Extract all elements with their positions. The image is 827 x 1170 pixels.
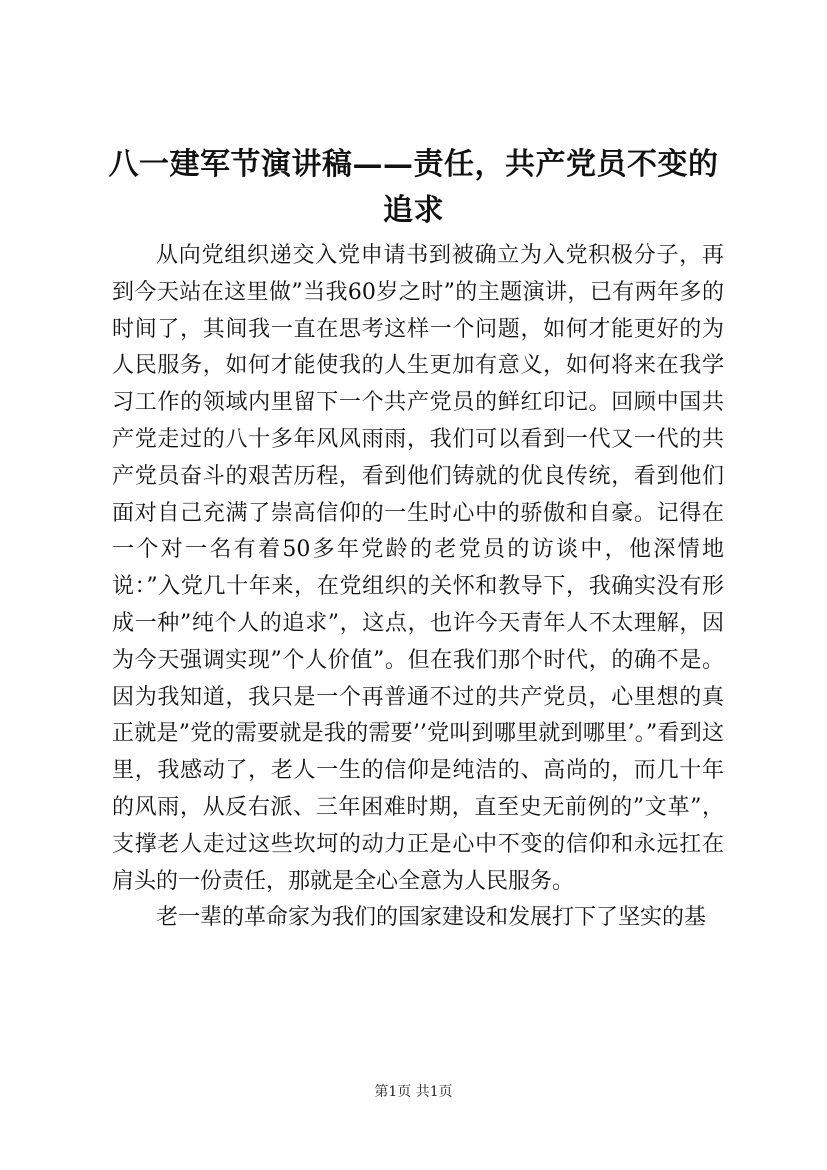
paragraph: 从向党组织递交入党申请书到被确立为入党积极分子，再到今天站在这里做”当我60岁之时”的主题演讲，已有两年多的时间了，其间我一直在思考这样一个问题，如何才能更好的为人民服务，如何才能使我的人生更加有意义，如何将来在我学习工作的领域内里留下一个共产党员的鲜红印记。回顾中国共产党走过的八十多年风风雨雨，我们可以看到一代又一代的共产党员奋斗的艰苦历程，看到他们铸就的优良传统，看到他们面对自己充满了崇高信仰的一生时心中的骄傲和自豪。记得在一个对一名有着50多年党龄的老党员的访谈中，他深情地说：”入党几十年来，在党组织的关怀和教导下，我确实没有形成一种”纯个人的追求”，这点，也许今天青年人不太理解，因为今天强调实现”个人价值”。但在我们那个时代，的确不是。因为我知道，我只是一个再普通不过的共产党员，心里想的真正就是”党的需要就是我的需要’’党叫到哪里就到哪里’。”看到这里，我感动了，老人一生的信仰是纯洁的、高尚的，而几十年的风雨，从反右派、三年困难时期，直至史无前例的”文革”，支撑老人走过这些坎坷的动力正是心中不变的信仰和永远扛在肩头的一份责任，那就是全心全意为人民服务。 bbox=[112, 243, 724, 894]
document-body bbox=[112, 238, 724, 937]
page-footer: 第1页 共1页 bbox=[374, 1084, 453, 1100]
document-title: 八一建军节演讲稿——责任，共产党员不变的追求 bbox=[108, 147, 719, 228]
paragraph: 老一辈的革命家为我们的国家建设和发展打下了坚实的基 bbox=[156, 905, 707, 931]
